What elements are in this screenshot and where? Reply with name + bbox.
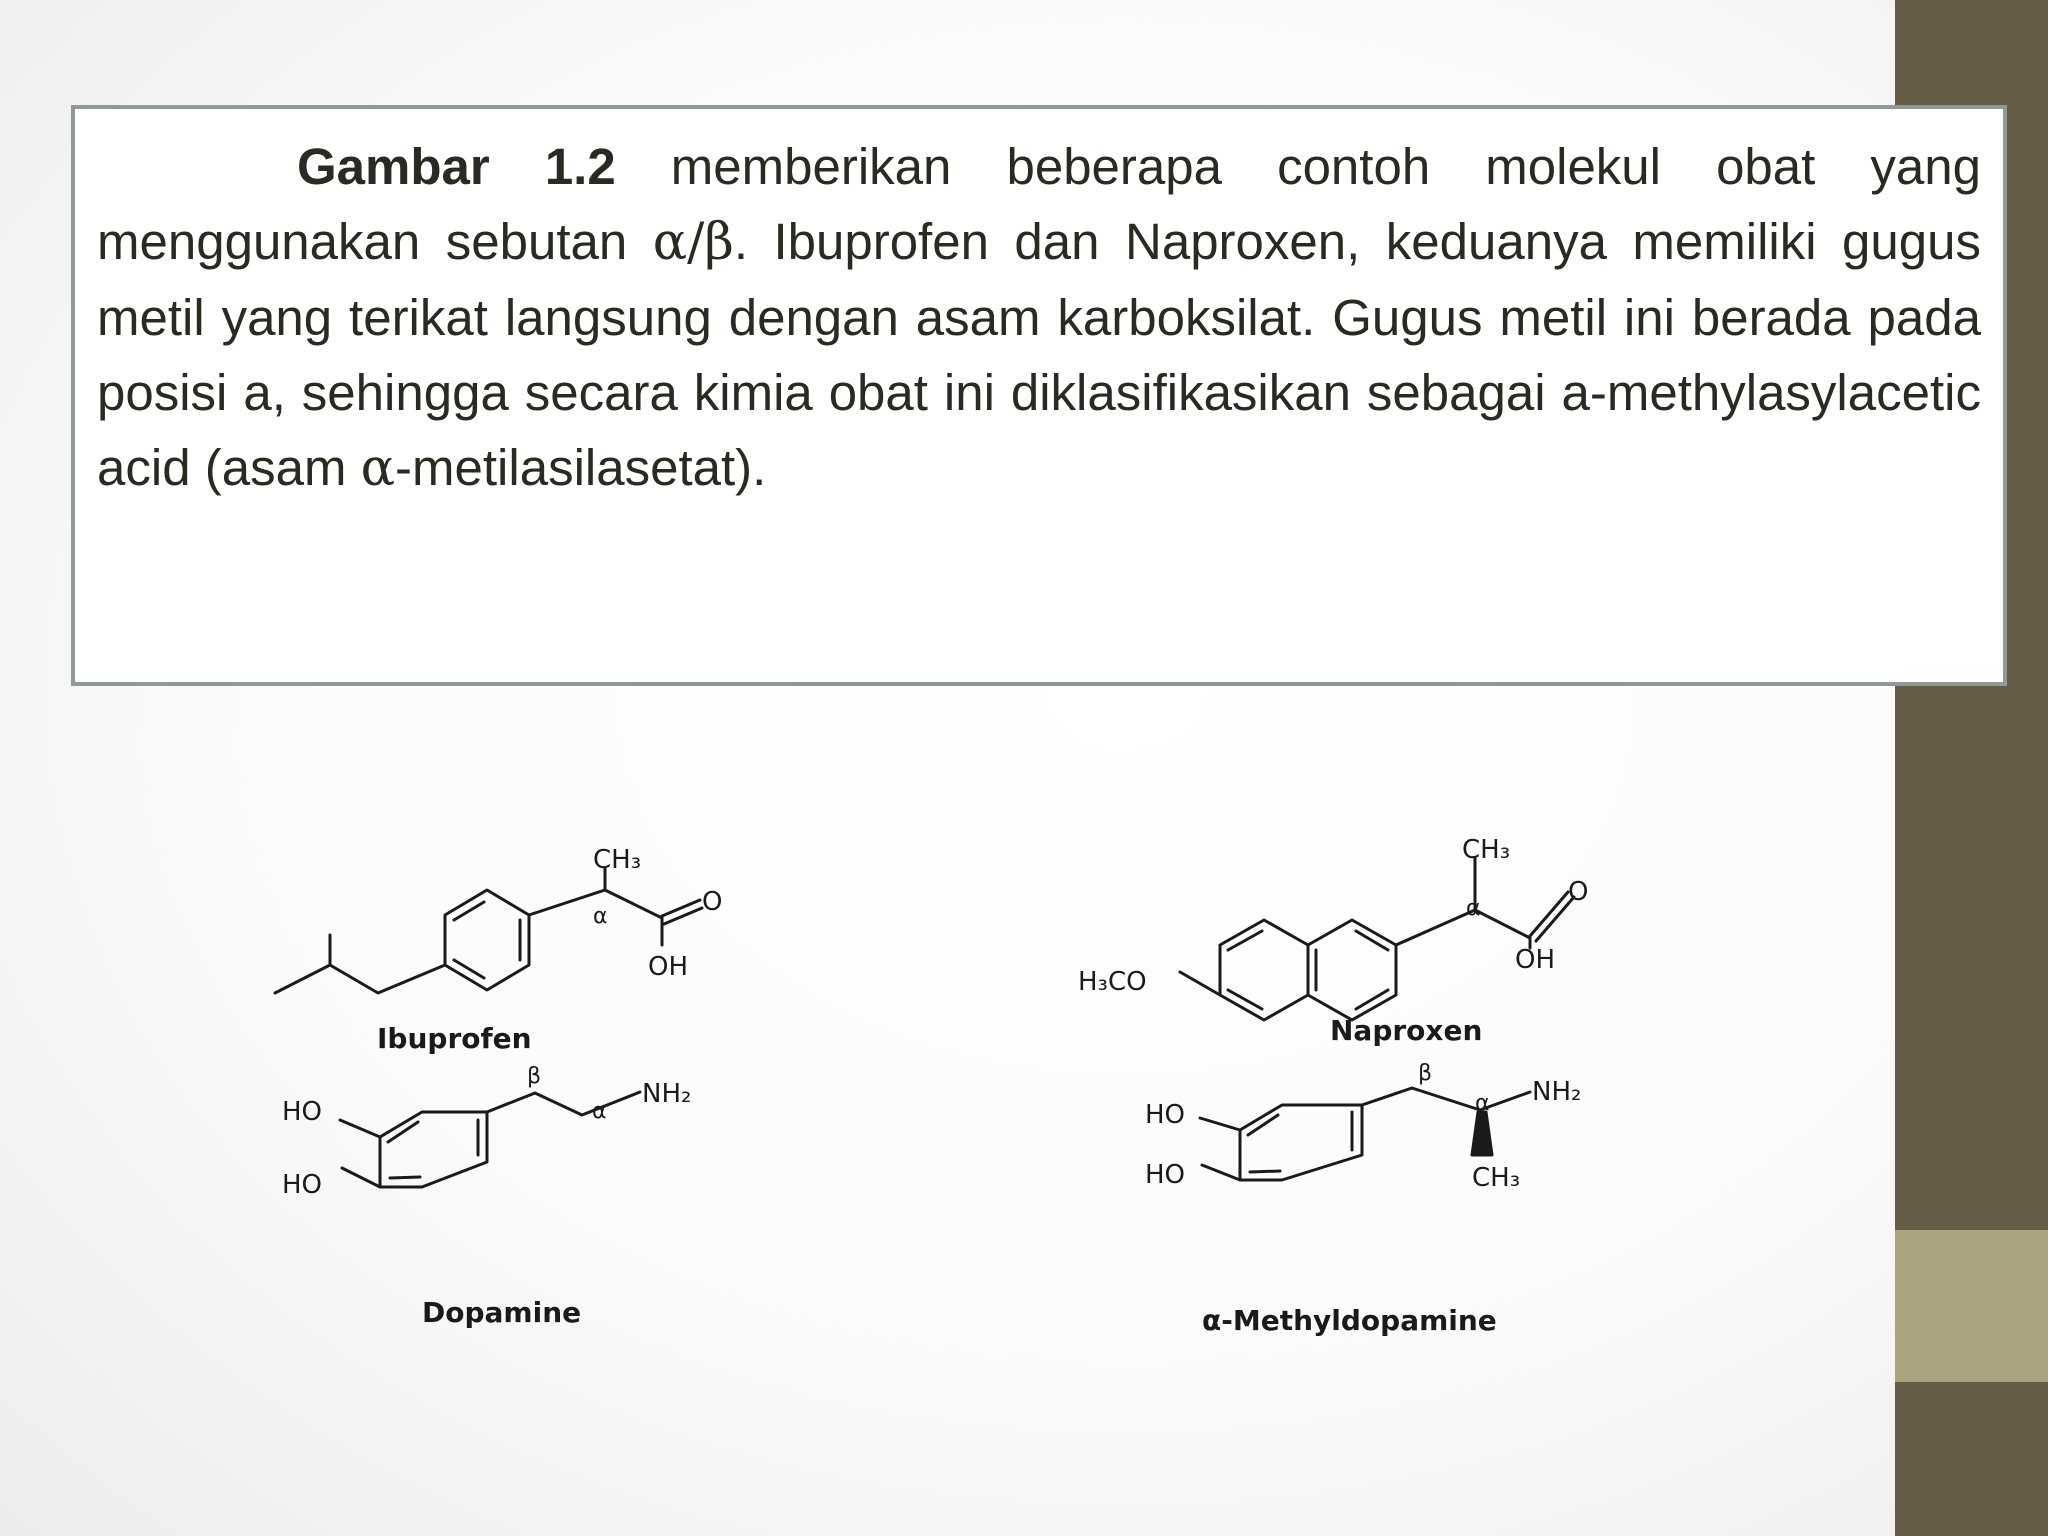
paragraph-part-3: -metilasilasetat). [395,439,767,496]
naproxen-structure [1180,858,1574,1020]
naproxen-alpha-label: α [1466,896,1481,921]
body-paragraph [97,129,1981,506]
methyldopamine-ch3-label: CH₃ [1472,1163,1521,1193]
methyldopamine-nh2-label: NH₂ [1532,1077,1582,1107]
sidebar-accent-block [1895,1230,2048,1382]
ibuprofen-structure [275,868,702,993]
methyldopamine-alpha-label: α [1475,1091,1490,1116]
methyldopamine-ho-bottom-label: HO [1145,1160,1186,1190]
dopamine-ho1-label: HO [282,1170,323,1200]
dopamine-nh2-label: NH₂ [642,1079,692,1109]
paragraph-part-1: memberikan beberapa contoh molekul obat yang menggunakan sebutan [97,138,1981,270]
naproxen-ch3-label: CH₃ [1462,835,1511,865]
alpha-symbol: α [360,439,396,498]
molecule-figure [230,800,1730,1360]
methyldopamine-name: α-Methyldopamine [1202,1304,1497,1337]
naproxen-name: Naproxen [1330,1014,1483,1047]
ibuprofen-oh-label: OH [648,952,689,982]
methyldopamine-beta-label: β [1418,1061,1433,1086]
dopamine-alpha-label: α [592,1099,607,1124]
naproxen-oh-label: OH [1515,945,1556,975]
text-box [71,105,2007,686]
ibuprofen-alpha-label: α [593,904,608,929]
paragraph-part-2: . Ibuprofen dan Naproxen, keduanya memiliki gugus metil yang terikat langsung dengan asam karboksilat. Gugus metil ini berada pada posisi a, sehingga secara kimia obat ini diklasifikasikan sebagai a-methylasylacetic acid (asam [97,213,1982,496]
dopamine-name: Dopamine [422,1296,582,1329]
naproxen-o-label: O [1568,877,1589,907]
dopamine-beta-label: β [527,1064,542,1089]
ibuprofen-o-label: O [702,887,723,917]
figure-reference: Gambar 1.2 [297,138,616,195]
alpha-beta-symbol: α/β [652,213,734,272]
dopamine-ho-top-label: HO [282,1097,323,1127]
methyldopamine-ho-top-label: HO [1145,1100,1186,1130]
naproxen-methoxy-label: H₃CO [1078,967,1147,997]
ibuprofen-name: Ibuprofen [377,1022,532,1055]
ibuprofen-ch3-label: CH₃ [593,845,642,875]
